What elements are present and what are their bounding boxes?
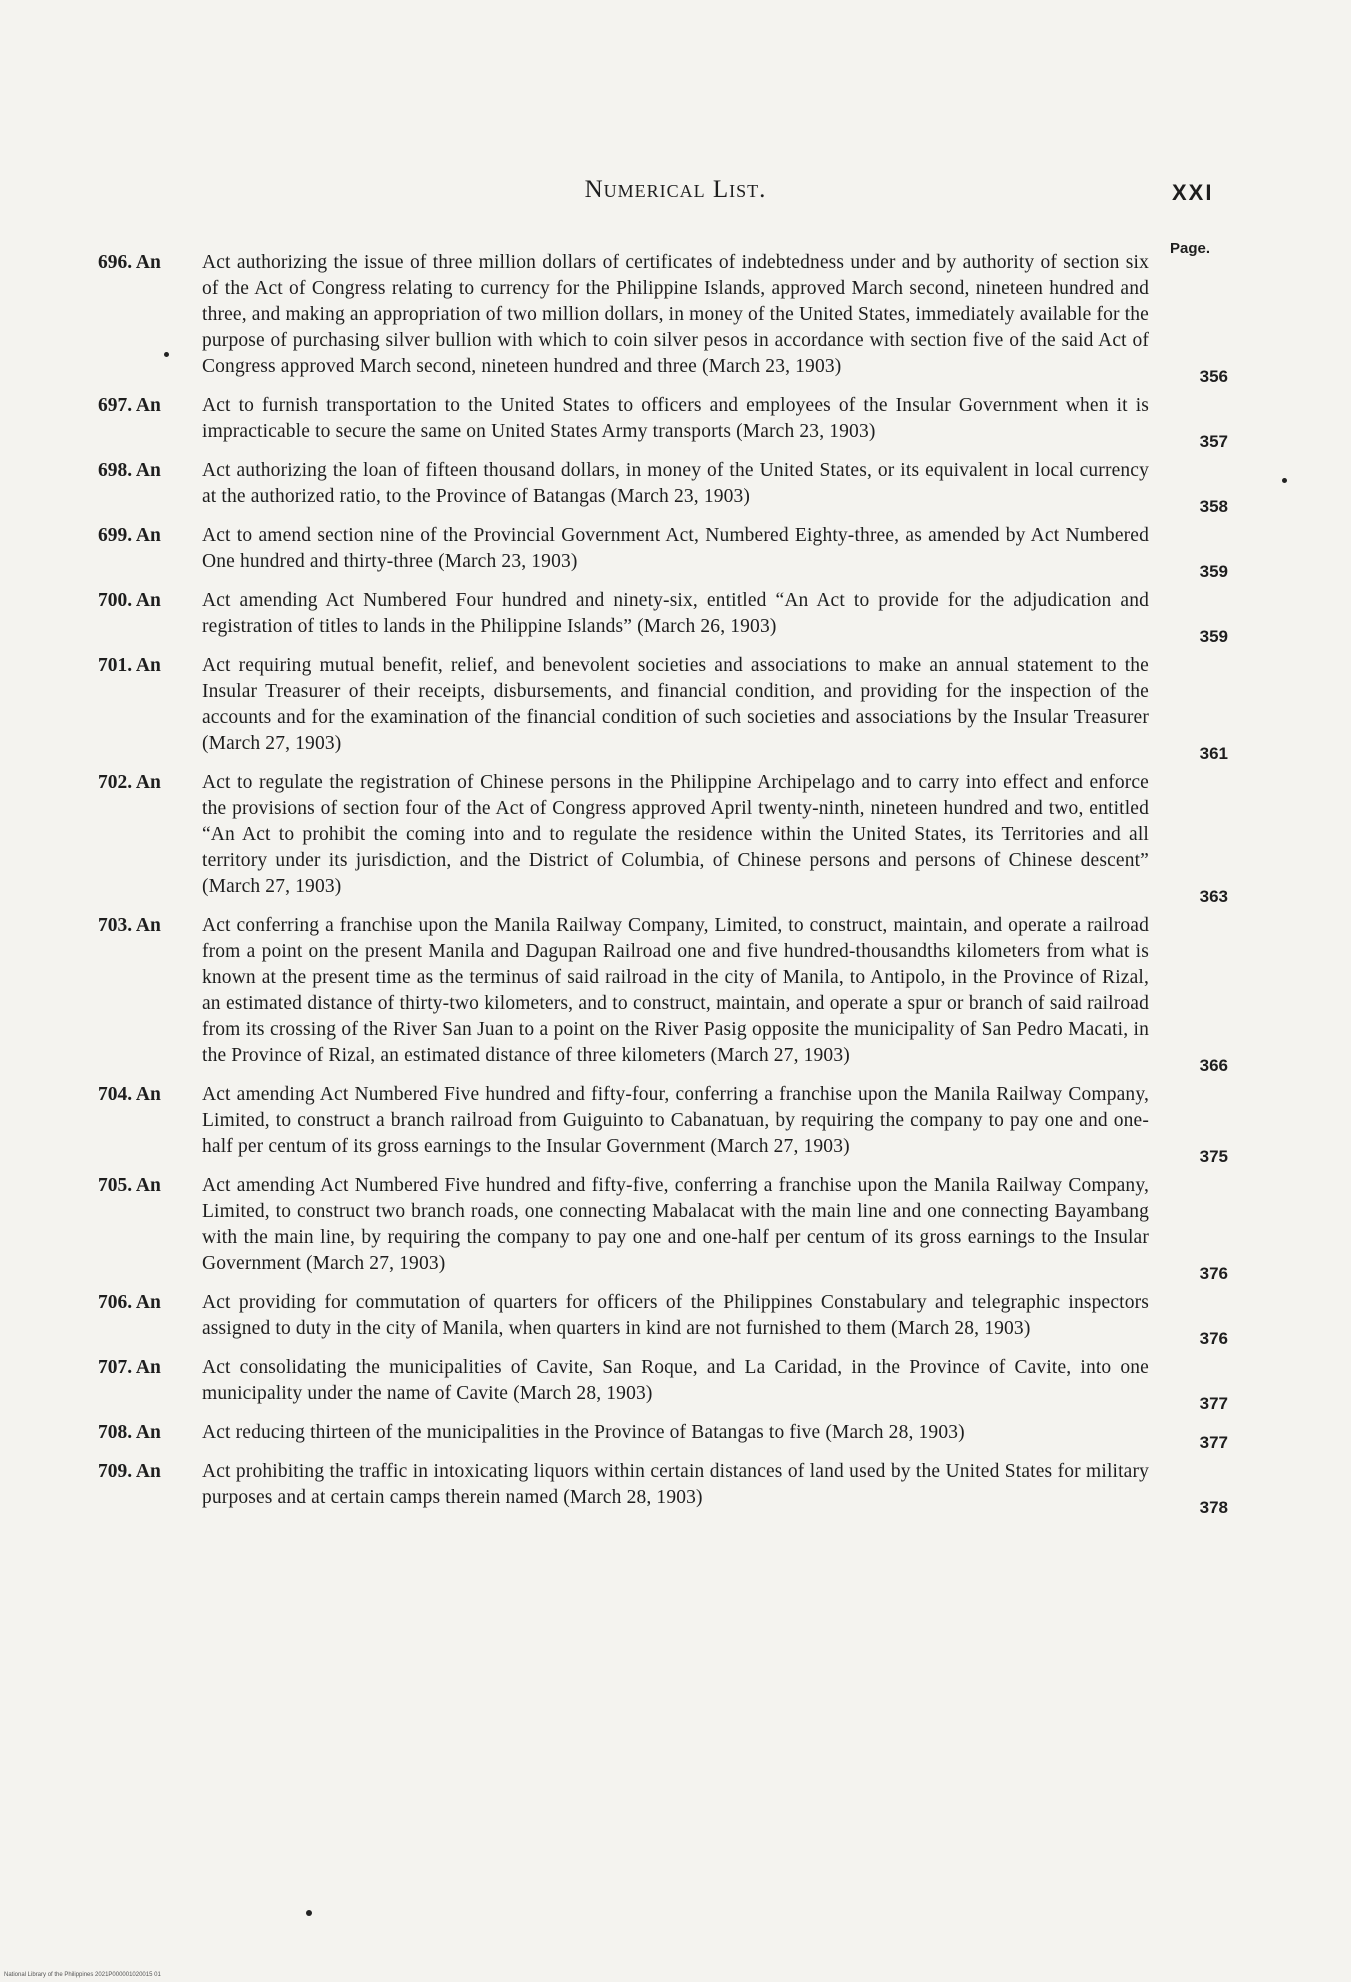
act-page-ref: 363 — [1199, 887, 1228, 906]
act-number: 704. An — [98, 1084, 161, 1105]
act-page-ref: 359 — [1199, 562, 1228, 581]
page-column-label: Page. — [1170, 240, 1211, 257]
act-page-ref: 359 — [1199, 627, 1228, 646]
act-description: Act amending Act Numbered Four hundred and ninety-six, entitled “An Act to provide for the adjudication and registration of titles to lands in the Philippine Islands” (March 26, 1903) — [202, 590, 1149, 637]
list-item — [98, 523, 1228, 581]
list-item — [98, 588, 1228, 646]
acts-list — [98, 250, 1228, 1524]
act-number: 700. An — [98, 590, 161, 611]
scan-credit: National Library of the Philippines 2021P000001020015 01 — [4, 1972, 161, 1978]
act-number: 699. An — [98, 525, 161, 546]
act-number: 707. An — [98, 1357, 161, 1378]
act-description: Act providing for commutation of quarters for officers of the Philippines Constabulary and telegraphic inspectors assigned to duty in the city of Manila, when quarters in kind are not furnished to them (March 28, 1903) — [202, 1292, 1149, 1339]
scan-speck — [306, 1910, 312, 1916]
act-page-ref: 377 — [1199, 1394, 1228, 1413]
act-number: 701. An — [98, 655, 161, 676]
list-item — [98, 770, 1228, 906]
running-title: Numerical List. — [584, 176, 767, 203]
list-item — [98, 1173, 1228, 1283]
act-number: 702. An — [98, 772, 161, 793]
act-page-ref: 357 — [1199, 432, 1228, 451]
act-description: Act to amend section nine of the Provincial Government Act, Numbered Eighty-three, as amended by Act Numbered One hundred and thirty-three (March 23, 1903) — [202, 525, 1149, 572]
list-item — [98, 1459, 1228, 1517]
act-page-ref: 375 — [1199, 1147, 1228, 1166]
act-description: Act requiring mutual benefit, relief, and benevolent societies and associations to make an annual statement to the Insular Treasurer of their receipts, disbursements, and financial condition, and providing for the inspection of the accounts and for the examination of the financial condition of such societies and associations by the Insular Treasurer (March 27, 1903) — [202, 655, 1149, 754]
list-item — [98, 458, 1228, 516]
act-page-ref: 361 — [1199, 744, 1228, 763]
act-page-ref: 366 — [1199, 1056, 1228, 1075]
list-item — [98, 1420, 1228, 1452]
act-page-ref: 376 — [1199, 1329, 1228, 1348]
act-number: 705. An — [98, 1175, 161, 1196]
list-item — [98, 393, 1228, 451]
list-item — [98, 1082, 1228, 1166]
act-number: 703. An — [98, 915, 161, 936]
list-item — [98, 913, 1228, 1075]
list-item — [98, 1290, 1228, 1348]
act-page-ref: 356 — [1199, 367, 1228, 386]
act-number: 706. An — [98, 1292, 161, 1313]
act-number: 708. An — [98, 1422, 161, 1443]
act-description: Act to furnish transportation to the United States to officers and employees of the Insular Government when it is impracticable to secure the same on United States Army transports (March 23, 1903) — [202, 395, 1149, 442]
act-number: 709. An — [98, 1461, 161, 1482]
page-number: XXI — [1172, 180, 1214, 205]
act-page-ref: 378 — [1199, 1498, 1228, 1517]
act-number: 698. An — [98, 460, 161, 481]
list-item — [98, 1355, 1228, 1413]
act-description: Act conferring a franchise upon the Manila Railway Company, Limited, to construct, maintain, and operate a railroad from a point on the present Manila and Dagupan Railroad one and five hundred-thousandths kilometers from what is known at the present time as the terminus of said railroad in the city of Manila, to Antipolo, in the Province of Rizal, an estimated distance of thirty-two kilometers, and to construct, maintain, and operate a spur or branch of said railroad from its crossing of the River San Juan to a point on the River Pasig opposite the municipality of San Pedro Macati, in the Province of Rizal, an estimated distance of three kilometers (March 27, 1903) — [202, 915, 1149, 1066]
act-description: Act amending Act Numbered Five hundred and fifty-four, conferring a franchise upon the Manila Railway Company, Limited, to construct a branch railroad from Guiguinto to Cabanatuan, by requiring the company to pay one and one-half per centum of its gross earnings to the Insular Government (March 27, 1903) — [202, 1084, 1149, 1157]
scan-speck — [164, 352, 169, 357]
list-item — [98, 250, 1228, 386]
act-description: Act authorizing the loan of fifteen thousand dollars, in money of the United States, or its equivalent in local currency at the authorized ratio, to the Province of Batangas (March 23, 1903) — [202, 460, 1149, 507]
act-description: Act reducing thirteen of the municipalities in the Province of Batangas to five (March 28, 1903) — [202, 1422, 965, 1443]
act-description: Act to regulate the registration of Chinese persons in the Philippine Archipelago and to carry into effect and enforce the provisions of section four of the Act of Congress approved April twenty-ninth, nineteen hundred and two, entitled “An Act to prohibit the coming into and to regulate the residence within the United States, its Territories and all territory under its jurisdiction, and the District of Columbia, of Chinese persons and persons of Chinese descent” (March 27, 1903) — [202, 772, 1149, 897]
act-number: 696. An — [98, 252, 161, 273]
act-description: Act authorizing the issue of three million dollars of certificates of indebtedness under and by authority of section six of the Act of Congress relating to currency for the Philippine Islands, approved March second, nineteen hundred and three, and making an appropriation of two million dollars, in money of the United States, immediately available for the purpose of purchasing silver bullion with which to coin silver pesos in accordance with section five of the said Act of Congress approved March second, nineteen hundred and three (March 23, 1903) — [202, 252, 1149, 377]
act-description: Act prohibiting the traffic in intoxicating liquors within certain distances of land used by the United States for military purposes and at certain camps therein named (March 28, 1903) — [202, 1461, 1149, 1508]
act-description: Act consolidating the municipalities of Cavite, San Roque, and La Caridad, in the Province of Cavite, into one municipality under the name of Cavite (March 28, 1903) — [202, 1357, 1149, 1404]
act-page-ref: 377 — [1199, 1433, 1228, 1452]
act-page-ref: 376 — [1199, 1264, 1228, 1283]
act-page-ref: 358 — [1199, 497, 1228, 516]
list-item — [98, 653, 1228, 763]
act-number: 697. An — [98, 395, 161, 416]
scan-speck — [1282, 478, 1287, 483]
act-description: Act amending Act Numbered Five hundred and fifty-five, conferring a franchise upon the Manila Railway Company, Limited, to construct two branch roads, one connecting Mabalacat with the main line and one connecting Bayambang with the main line, by requiring the company to pay one and one-half per centum of its gross earnings to the Insular Government (March 27, 1903) — [202, 1175, 1149, 1274]
